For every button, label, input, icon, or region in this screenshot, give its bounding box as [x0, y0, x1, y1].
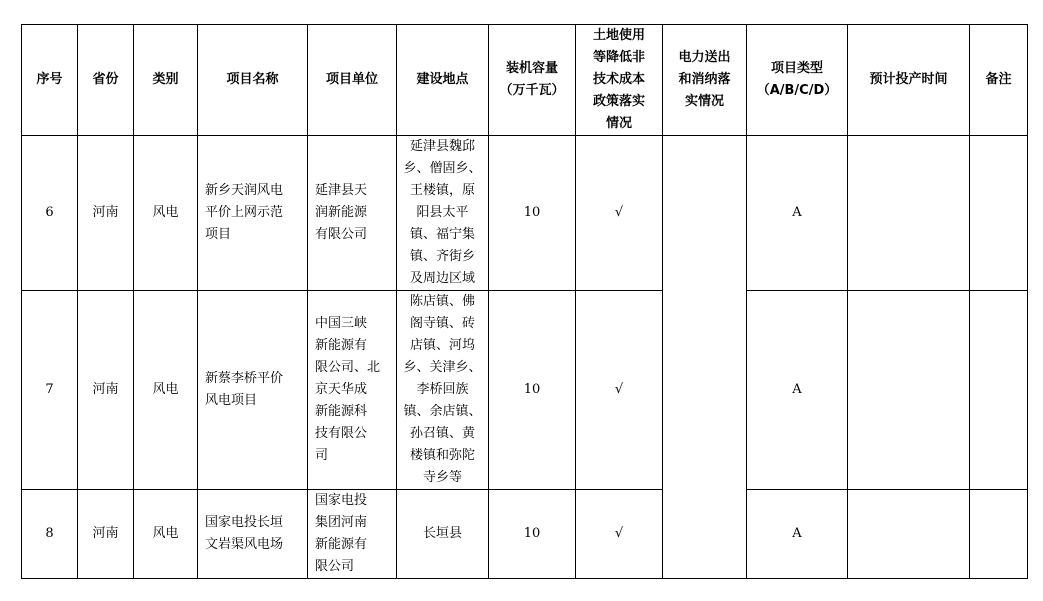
header-start-time: 预计投产时间 — [848, 25, 970, 136]
header-location: 建设地点 — [397, 25, 489, 136]
header-power: 电力送出 和消纳落 实情况 — [663, 25, 747, 136]
cell-project-name: 国家电投长垣 文岩渠风电场 — [198, 490, 308, 579]
cell-policy: √ — [576, 136, 663, 291]
cell-unit: 中国三峡 新能源有 限公司、北 京天华成 新能源科 技有限公 司 — [308, 291, 397, 490]
cell-start-time — [848, 136, 970, 291]
cell-category: 风电 — [134, 490, 198, 579]
header-type: 项目类型 （A/B/C/D） — [747, 25, 848, 136]
cell-province: 河南 — [78, 291, 134, 490]
cell-type: A — [747, 291, 848, 490]
cell-remark — [970, 291, 1028, 490]
cell-category: 风电 — [134, 291, 198, 490]
cell-location: 陈店镇、佛 阁寺镇、砖 店镇、河坞 乡、关津乡、 李桥回族 镇、余店镇、 孙召镇、黄 楼镇和弥陀 寺乡等 — [397, 291, 489, 490]
cell-project-name: 新蔡李桥平价 风电项目 — [198, 291, 308, 490]
cell-location: 延津县魏邱 乡、僧固乡、 王楼镇，原 阳县太平 镇、福宁集 镇、齐街乡 及周边区域 — [397, 136, 489, 291]
cell-start-time — [848, 490, 970, 579]
cell-type: A — [747, 136, 848, 291]
header-category: 类别 — [134, 25, 198, 136]
table-row — [22, 136, 1028, 291]
cell-seq: 8 — [22, 490, 78, 579]
cell-type: A — [747, 490, 848, 579]
header-remark: 备注 — [970, 25, 1028, 136]
header-seq: 序号 — [22, 25, 78, 136]
cell-location: 长垣县 — [397, 490, 489, 579]
cell-capacity: 10 — [489, 136, 576, 291]
cell-power-merged — [663, 136, 747, 579]
cell-capacity: 10 — [489, 490, 576, 579]
header-policy: 土地使用 等降低非 技术成本 政策落实 情况 — [576, 25, 663, 136]
cell-policy: √ — [576, 490, 663, 579]
header-capacity: 装机容量 （万千瓦） — [489, 25, 576, 136]
cell-unit: 延津县天 润新能源 有限公司 — [308, 136, 397, 291]
table-row — [22, 490, 1028, 579]
cell-policy: √ — [576, 291, 663, 490]
table-row — [22, 291, 1028, 490]
cell-remark — [970, 490, 1028, 579]
cell-category: 风电 — [134, 136, 198, 291]
cell-capacity: 10 — [489, 291, 576, 490]
header-row — [22, 25, 1028, 136]
header-province: 省份 — [78, 25, 134, 136]
cell-project-name: 新乡天润风电 平价上网示范 项目 — [198, 136, 308, 291]
header-project-name: 项目名称 — [198, 25, 308, 136]
cell-seq: 6 — [22, 136, 78, 291]
cell-remark — [970, 136, 1028, 291]
project-table — [21, 24, 1028, 579]
cell-province: 河南 — [78, 136, 134, 291]
cell-province: 河南 — [78, 490, 134, 579]
cell-seq: 7 — [22, 291, 78, 490]
cell-start-time — [848, 291, 970, 490]
header-unit: 项目单位 — [308, 25, 397, 136]
cell-unit: 国家电投 集团河南 新能源有 限公司 — [308, 490, 397, 579]
